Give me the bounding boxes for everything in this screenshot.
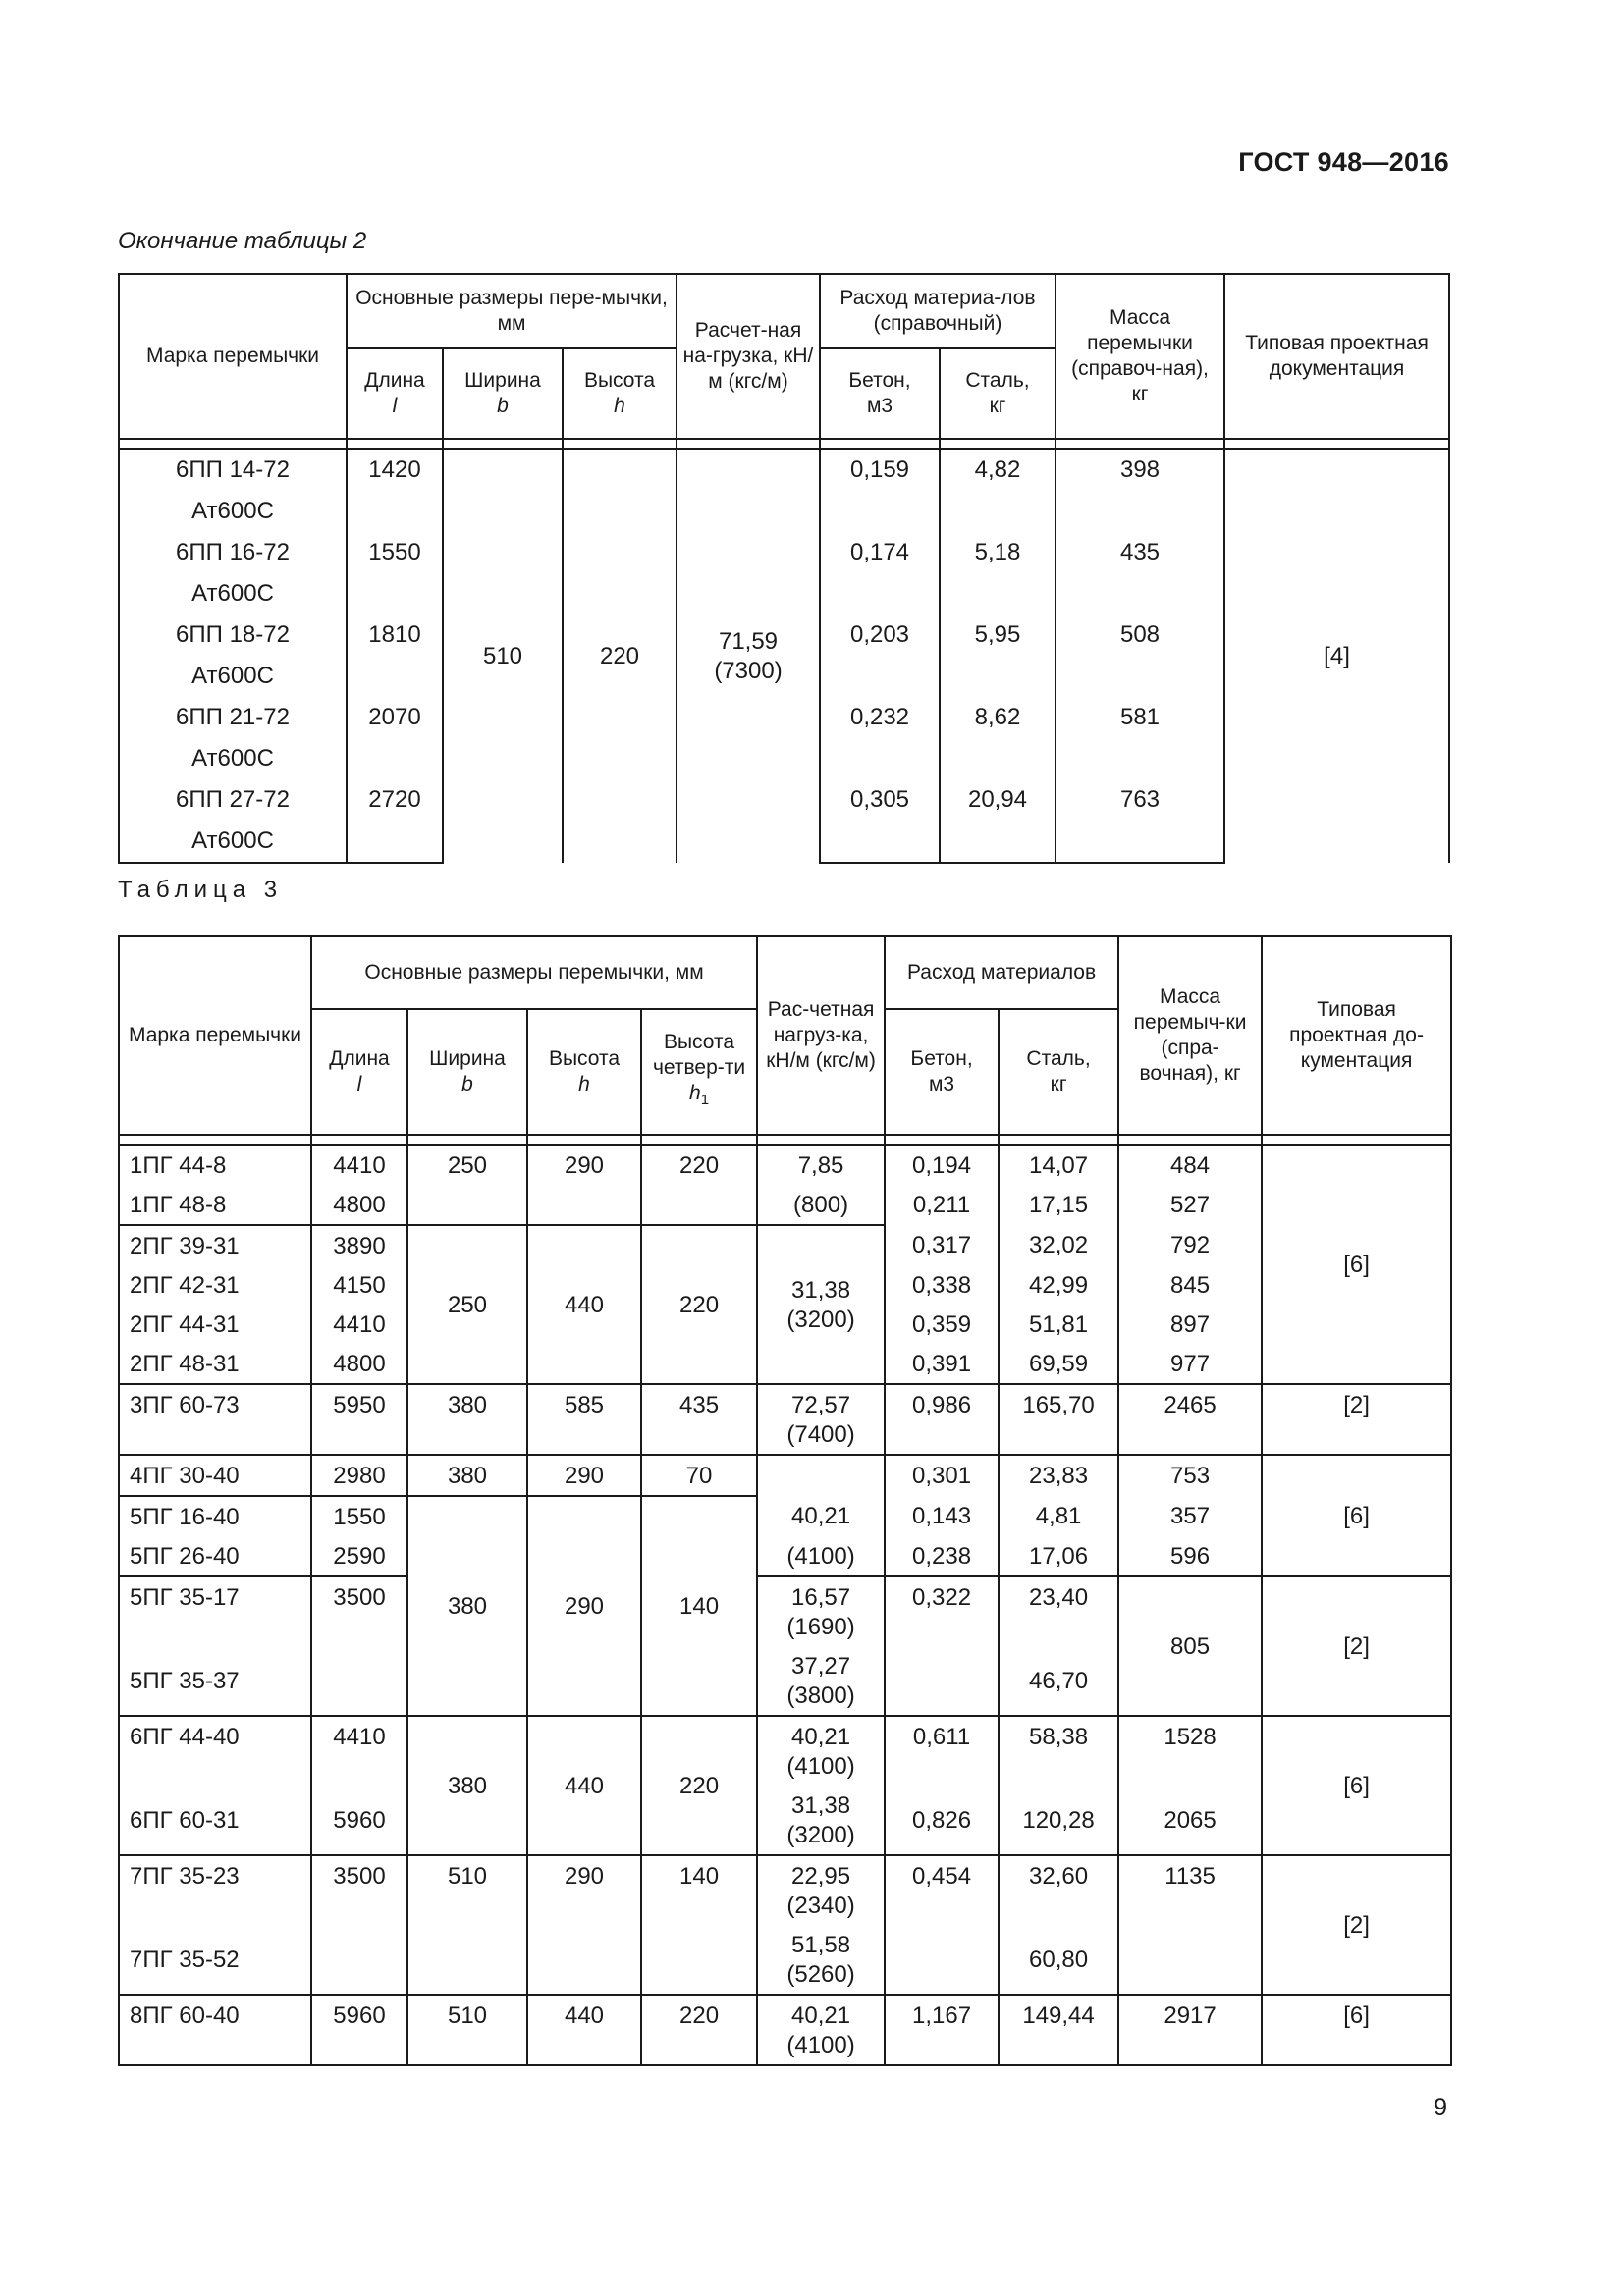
table-row: 6ПП 21-72 Ат600С [119, 697, 347, 779]
table-row: 5ПГ 35-37 [119, 1646, 311, 1716]
header-docs: Типовая проектная документация [1224, 274, 1449, 439]
shared-width: 510 [443, 449, 563, 863]
table-row: 8ПГ 60-40 [119, 1995, 311, 2065]
page-number: 9 [1434, 2094, 1447, 2121]
header-concrete: Бетон, м3 [885, 1009, 999, 1135]
table-row: 2ПГ 39-31 [119, 1225, 311, 1265]
header-height: Высота h [527, 1009, 641, 1135]
table-row: 5ПГ 16-40 [119, 1496, 311, 1536]
header-load: Расчет-ная на-грузка, кН/м (кгс/м) [677, 274, 820, 439]
shared-height: 220 [563, 449, 677, 863]
table-row: 5ПГ 35-17 [119, 1576, 311, 1646]
table-row: 5ПГ 26-40 [119, 1536, 311, 1576]
header-rebate: Высота четвер-ти $h_1$ [641, 1009, 757, 1135]
header-steel: Сталь, кг [940, 348, 1056, 439]
header-concrete: Бетон, м3 [820, 348, 940, 439]
header-width: Ширина b [443, 348, 563, 439]
header-consumption: Расход материа-лов (справочный) [820, 274, 1056, 348]
header-load: Рас-четная нагруз-ка, кН/м (кгс/м) [757, 936, 885, 1135]
table-row: 4ПГ 30-40 [119, 1455, 311, 1496]
header-length: Длина l [311, 1009, 407, 1135]
table-row: 1ПГ 44-8 [119, 1145, 311, 1185]
table-row: 1ПГ 48-8 [119, 1185, 311, 1225]
table-row: 7ПГ 35-52 [119, 1925, 311, 1995]
table-row: 6ПП 18-72 Ат600С [119, 614, 347, 697]
table-3-caption: Таблица 3 [118, 877, 284, 903]
table-row: 2ПГ 42-31 [119, 1265, 311, 1305]
table-row: 6ПГ 44-40 [119, 1716, 311, 1786]
table-row: 6ПП 27-72 Ат600С [119, 779, 347, 863]
header-height: Высота h [563, 348, 677, 439]
header-docs: Типовая проектная до-кументация [1262, 936, 1451, 1135]
header-mark: Марка перемычки [119, 274, 347, 439]
shared-load: 71,59 (7300) [677, 449, 820, 863]
table-row: 2ПГ 48-31 [119, 1344, 311, 1384]
table-2-end: Марка перемычки Основные размеры пере-мычки, мм Расчет-ная на-грузка, кН/м (кгс/м) Расход материа-лов (справочный) Масса перемычки (справоч-ная), кг Типовая проектная документация Длина l Ширина b Высота h Бетон, м3 Сталь, кг 6ПП 14-72 Ат600С 1420 510 220 71,59 (7300) 0,159 4,82 398 [4] 6ПП 16-72 Ат600С 1550 0,174 5,18 435 6ПП 18-72 Ат600С 1810 0,203 5,95 508 6ПП 21-72 Ат600С 2070 0,232 8,62 581 6ПП 27-72 Ат600С 2720 0,305 20,94 763 [118, 273, 1450, 864]
header-dimensions: Основные размеры пере-мычки, мм [347, 274, 677, 348]
header-length: Длина l [347, 348, 443, 439]
table-row: 7ПГ 35-23 [119, 1855, 311, 1925]
shared-docs: [4] [1224, 449, 1449, 863]
header-dimensions: Основные размеры перемычки, мм [311, 936, 757, 1009]
table-row: 2ПГ 44-31 [119, 1305, 311, 1344]
table-3: Марка перемычки Основные размеры перемычки, мм Рас-четная нагруз-ка, кН/м (кгс/м) Расход материалов Масса перемыч-ки (спра-вочная), кг Типовая проектная до-кументация Длина l Ширина b Высота h Высота четвер-ти $h_1$ Бетон, м3 Сталь, кг 1ПГ 44-8 4410 250 290 220 7,85 0,194 14,07 484 [6] 1ПГ 48-8 4800 (800) 0,211 17,15 527 2ПГ 39-31 3890 250 440 220 31,38 (3200) 0,317 32,02 792 2ПГ 42-31 4150 0,338 42,99 845 2ПГ 44-31 4410 0,359 51,81 897 2ПГ 48-31 4800 0,391 69,59 977 3ПГ 60-73 5950 380 585 435 72,57 (7400) 0,986 165,70 2465 [2] 4ПГ 30-40 2980 380 290 70 0,301 23,83 753 [6] 5ПГ 16-40 1550 380 290 140 40,21 0,143 4,81 357 5ПГ 26-40 2590 (4100) 0,238 17,06 596 5ПГ 35-17 3500 16,57 (1690) 0,322 23,40 805 [2] 5ПГ 35-37 37,27 (3800) 46,70 6ПГ 44-40 4410 380 440 220 40,21 (4100) 0,611 58,38 1528 [6] 6ПГ 60-31 5960 31,38 (3200) 0,826 120,28 2065 7ПГ 35-23 3500 510 290 140 22,95 (2340) 0,454 32,60 1135 [2] 7ПГ 35-52 51,58 (5260) 60,80 8ПГ 60-40 5960 510 440 220 40,21 (4100) 1,167 149,44 2917 [6] [118, 935, 1452, 2066]
document-code: ГОСТ 948—2016 [1238, 147, 1449, 177]
header-consumption: Расход материалов [885, 936, 1118, 1009]
table-row: 3ПГ 60-73 [119, 1384, 311, 1455]
header-width: Ширина b [407, 1009, 527, 1135]
header-mark: Марка перемычки [119, 936, 311, 1135]
table-row: 6ПГ 60-31 [119, 1786, 311, 1855]
table-row: 6ПП 14-72 Ат600С [119, 449, 347, 532]
header-mass: Масса перемычки (справоч-ная), кг [1056, 274, 1224, 439]
table-2-continuation-caption: Окончание таблицы 2 [118, 228, 367, 254]
header-steel: Сталь, кг [999, 1009, 1118, 1135]
table-row: 6ПП 16-72 Ат600С [119, 532, 347, 614]
header-mass: Масса перемыч-ки (спра-вочная), кг [1118, 936, 1262, 1135]
